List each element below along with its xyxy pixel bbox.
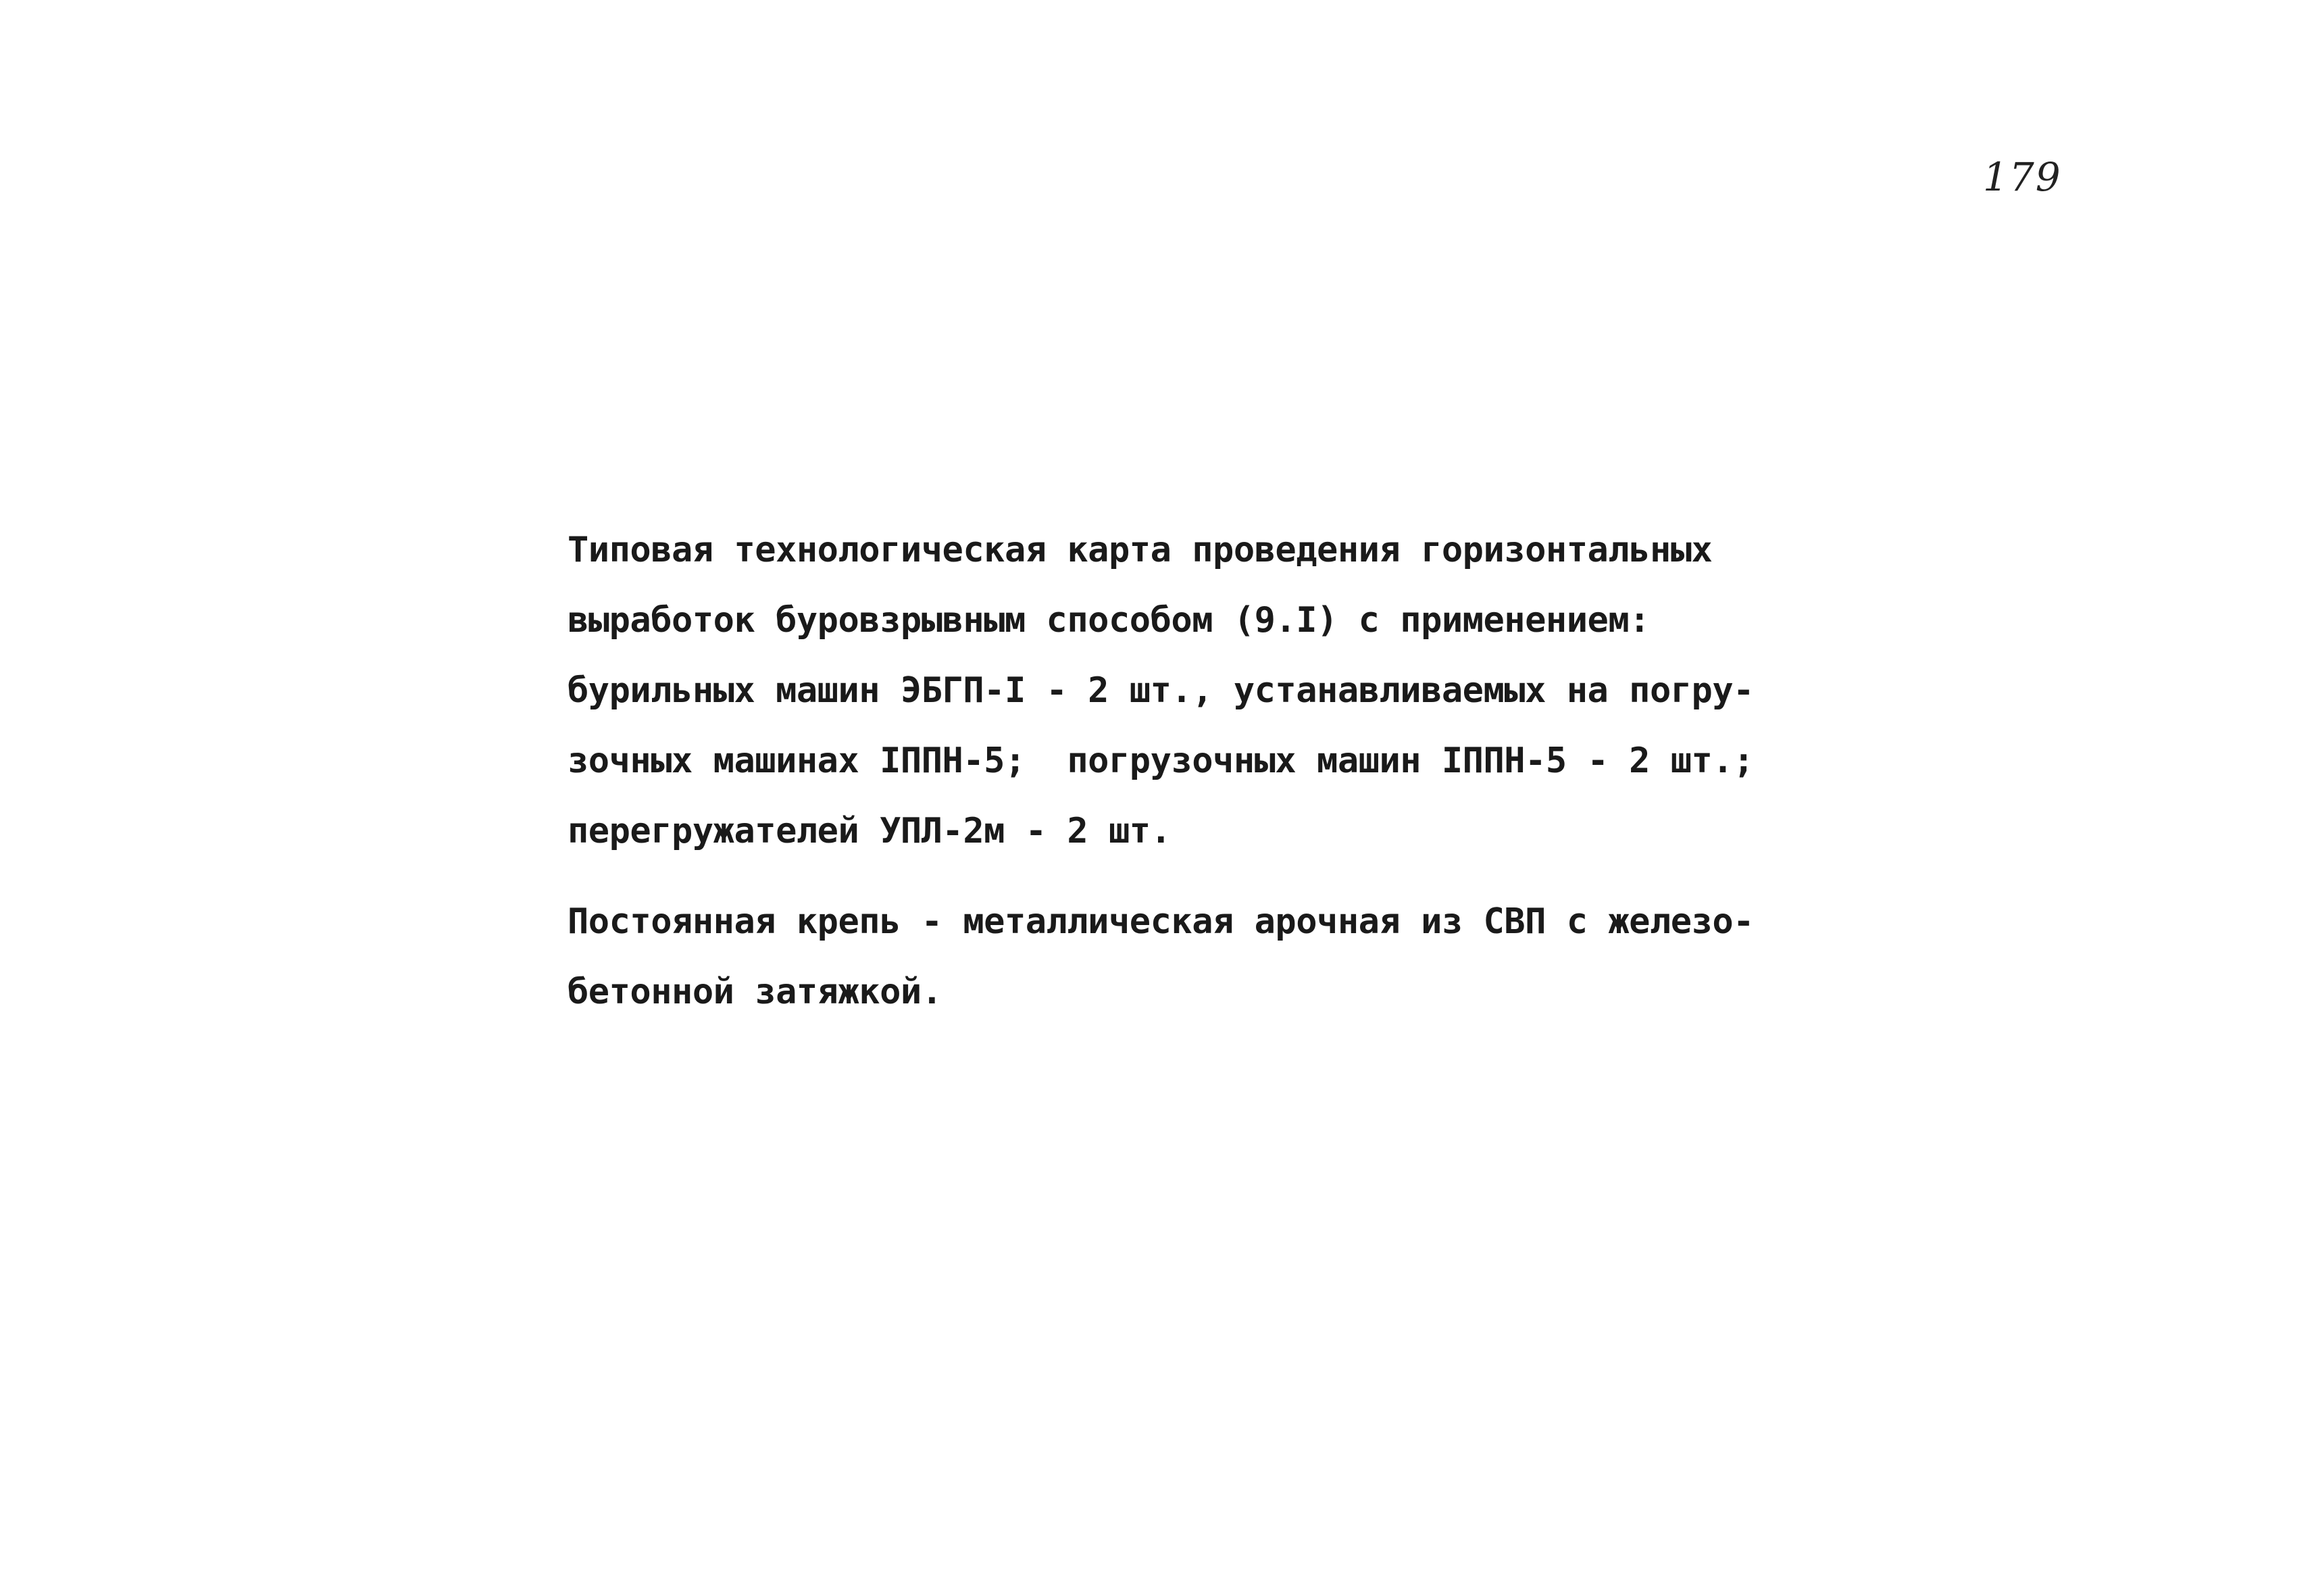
document-body — [568, 515, 1797, 1027]
text-line: бурильных машин ЭБГП-I - 2 шт., устанавливаемых на погру- — [568, 670, 1754, 711]
text-line: перегружателей УПЛ-2м - 2 шт. — [568, 811, 1172, 851]
text-line: Типовая технологическая карта проведения горизонтальных — [568, 530, 1713, 570]
text-line: выработок буровзрывным способом (9.I) с применением: — [568, 600, 1650, 641]
page-number: 179 — [1983, 154, 2062, 200]
paragraph-spacer — [568, 866, 1797, 887]
text-line: зочных машинах IППН-5; погрузочных машин IППН-5 - 2 шт.; — [568, 741, 1754, 781]
paragraph-equipment — [568, 515, 1797, 866]
paragraph-support — [568, 887, 1797, 1027]
text-line: бетонной затяжкой. — [568, 972, 942, 1012]
text-line: Постоянная крепь - металлическая арочная из СВП с железо- — [568, 901, 1754, 942]
